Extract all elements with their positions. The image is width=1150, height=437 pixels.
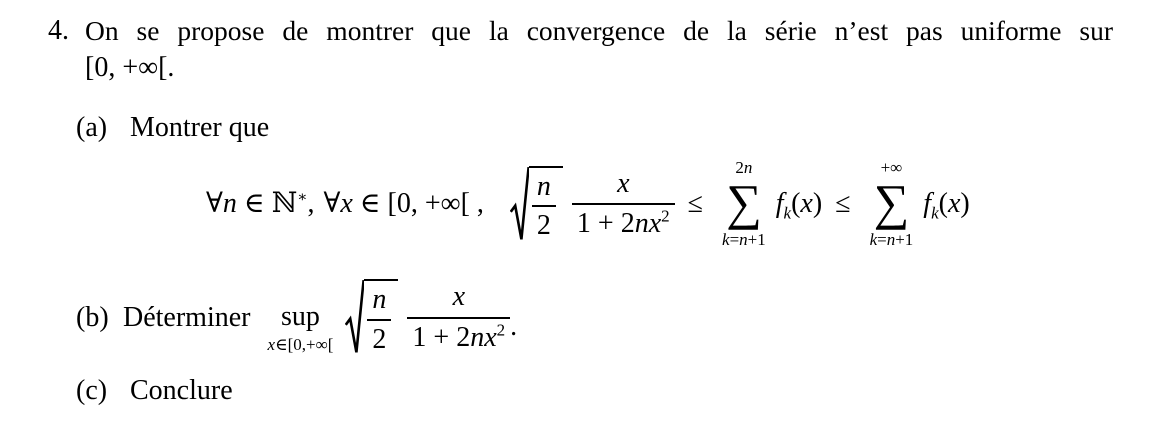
part-c-label: (c) <box>76 374 108 406</box>
upper-coef: 2 <box>735 158 744 178</box>
term-var-x: x <box>800 188 813 220</box>
lower-n: n <box>739 229 748 249</box>
var-x: x <box>340 188 353 220</box>
in-naturals: ∈ ℕ <box>236 188 298 220</box>
comma: , <box>307 188 315 220</box>
fraction-denominator: 2 <box>532 205 556 242</box>
radicand <box>364 279 398 355</box>
lower-k: k <box>869 229 878 249</box>
sentence-period: . <box>510 310 518 342</box>
part-b-title: Déterminer <box>123 301 251 333</box>
part-a-title: Montrer que <box>130 112 270 144</box>
equation-a <box>206 159 1150 249</box>
part-a-label: (a) <box>76 112 108 144</box>
paren-close: ) <box>812 188 823 220</box>
fraction-numerator: x <box>617 168 630 200</box>
fraction-n-2 <box>367 284 391 355</box>
problem-statement <box>48 12 1150 87</box>
forall-icon: ∀ <box>323 188 341 220</box>
term-subscript-k: k <box>931 204 939 224</box>
problem-text-line1: On se propose de montrer que la convergence de la série n’est pas uniforme sur <box>85 15 1113 46</box>
den-exponent: 2 <box>496 320 506 340</box>
paren-close: ) <box>960 188 970 220</box>
sup-word: sup <box>281 300 320 332</box>
sigma-icon: ∑ <box>873 173 910 230</box>
fraction-numerator: x <box>452 281 465 313</box>
leq-icon: ≤ <box>687 188 704 220</box>
sqrt-n-over-2 <box>510 166 563 242</box>
fraction-denominator <box>572 203 675 240</box>
lower-n: n <box>886 229 896 249</box>
sum-k-n1-to-2n <box>722 159 766 249</box>
term-subscript-k: k <box>783 204 792 224</box>
forall-icon: ∀ <box>206 188 223 220</box>
problem-text <box>85 12 1113 87</box>
den-variables: nx <box>470 321 497 353</box>
lower-k: k <box>722 229 730 249</box>
sup-sub-interval: ∈[0,+∞[ <box>275 334 334 354</box>
fraction-numerator: n <box>536 171 551 203</box>
radicand <box>529 166 563 242</box>
lower-equals: = <box>877 229 887 249</box>
fraction-denominator <box>407 317 510 354</box>
sup-operator <box>268 301 334 355</box>
fraction-x-over-1-plus-2nx2 <box>407 281 510 353</box>
lower-equals: = <box>729 229 740 249</box>
fraction-numerator: n <box>372 284 387 316</box>
paren-open: ( <box>938 188 948 220</box>
sigma-icon: ∑ <box>726 173 762 230</box>
naturals-star: ∗ <box>297 190 308 207</box>
part-a-heading <box>76 111 1150 145</box>
paren-open: ( <box>791 188 801 220</box>
part-c-title: Conclure <box>130 374 233 406</box>
radical-icon <box>345 279 364 355</box>
problem-number: 4. <box>48 15 69 46</box>
den-exponent: 2 <box>661 206 670 226</box>
lower-plus-one: +1 <box>747 229 766 249</box>
den-constant: 1 + 2 <box>412 321 471 353</box>
part-b-line <box>76 279 1150 355</box>
term-fk-x <box>923 187 970 224</box>
radical-icon <box>510 166 529 242</box>
in-interval: ∈ [0, +∞[ , <box>352 188 484 220</box>
term-var-x: x <box>947 188 961 220</box>
term-f: f <box>775 188 784 220</box>
leq-icon: ≤ <box>835 188 851 220</box>
sum-upper-limit: +∞ <box>880 158 903 178</box>
fraction-x-over-1-plus-2nx2 <box>572 168 675 240</box>
fraction-n-2 <box>532 171 556 242</box>
upper-var: n <box>743 158 753 178</box>
sum-lower-limit <box>870 231 914 250</box>
term-fk-x <box>775 187 823 224</box>
lower-plus-one: +1 <box>895 229 914 249</box>
problem-text-interval: [0, +∞[. <box>85 52 175 84</box>
sqrt-n-over-2 <box>345 279 398 355</box>
sum-k-n1-to-infinity <box>870 159 914 249</box>
term-f: f <box>923 188 932 220</box>
sup-subscript <box>268 335 334 355</box>
sum-lower-limit <box>722 231 766 250</box>
quantifiers <box>206 187 484 221</box>
var-n: n <box>222 188 237 220</box>
part-b-label: (b) <box>76 301 109 333</box>
sup-sub-var: x <box>267 334 276 354</box>
den-constant: 1 + 2 <box>576 208 635 240</box>
den-variables: nx <box>634 208 662 240</box>
fraction-denominator: 2 <box>367 319 391 356</box>
part-c-line <box>76 374 1150 408</box>
